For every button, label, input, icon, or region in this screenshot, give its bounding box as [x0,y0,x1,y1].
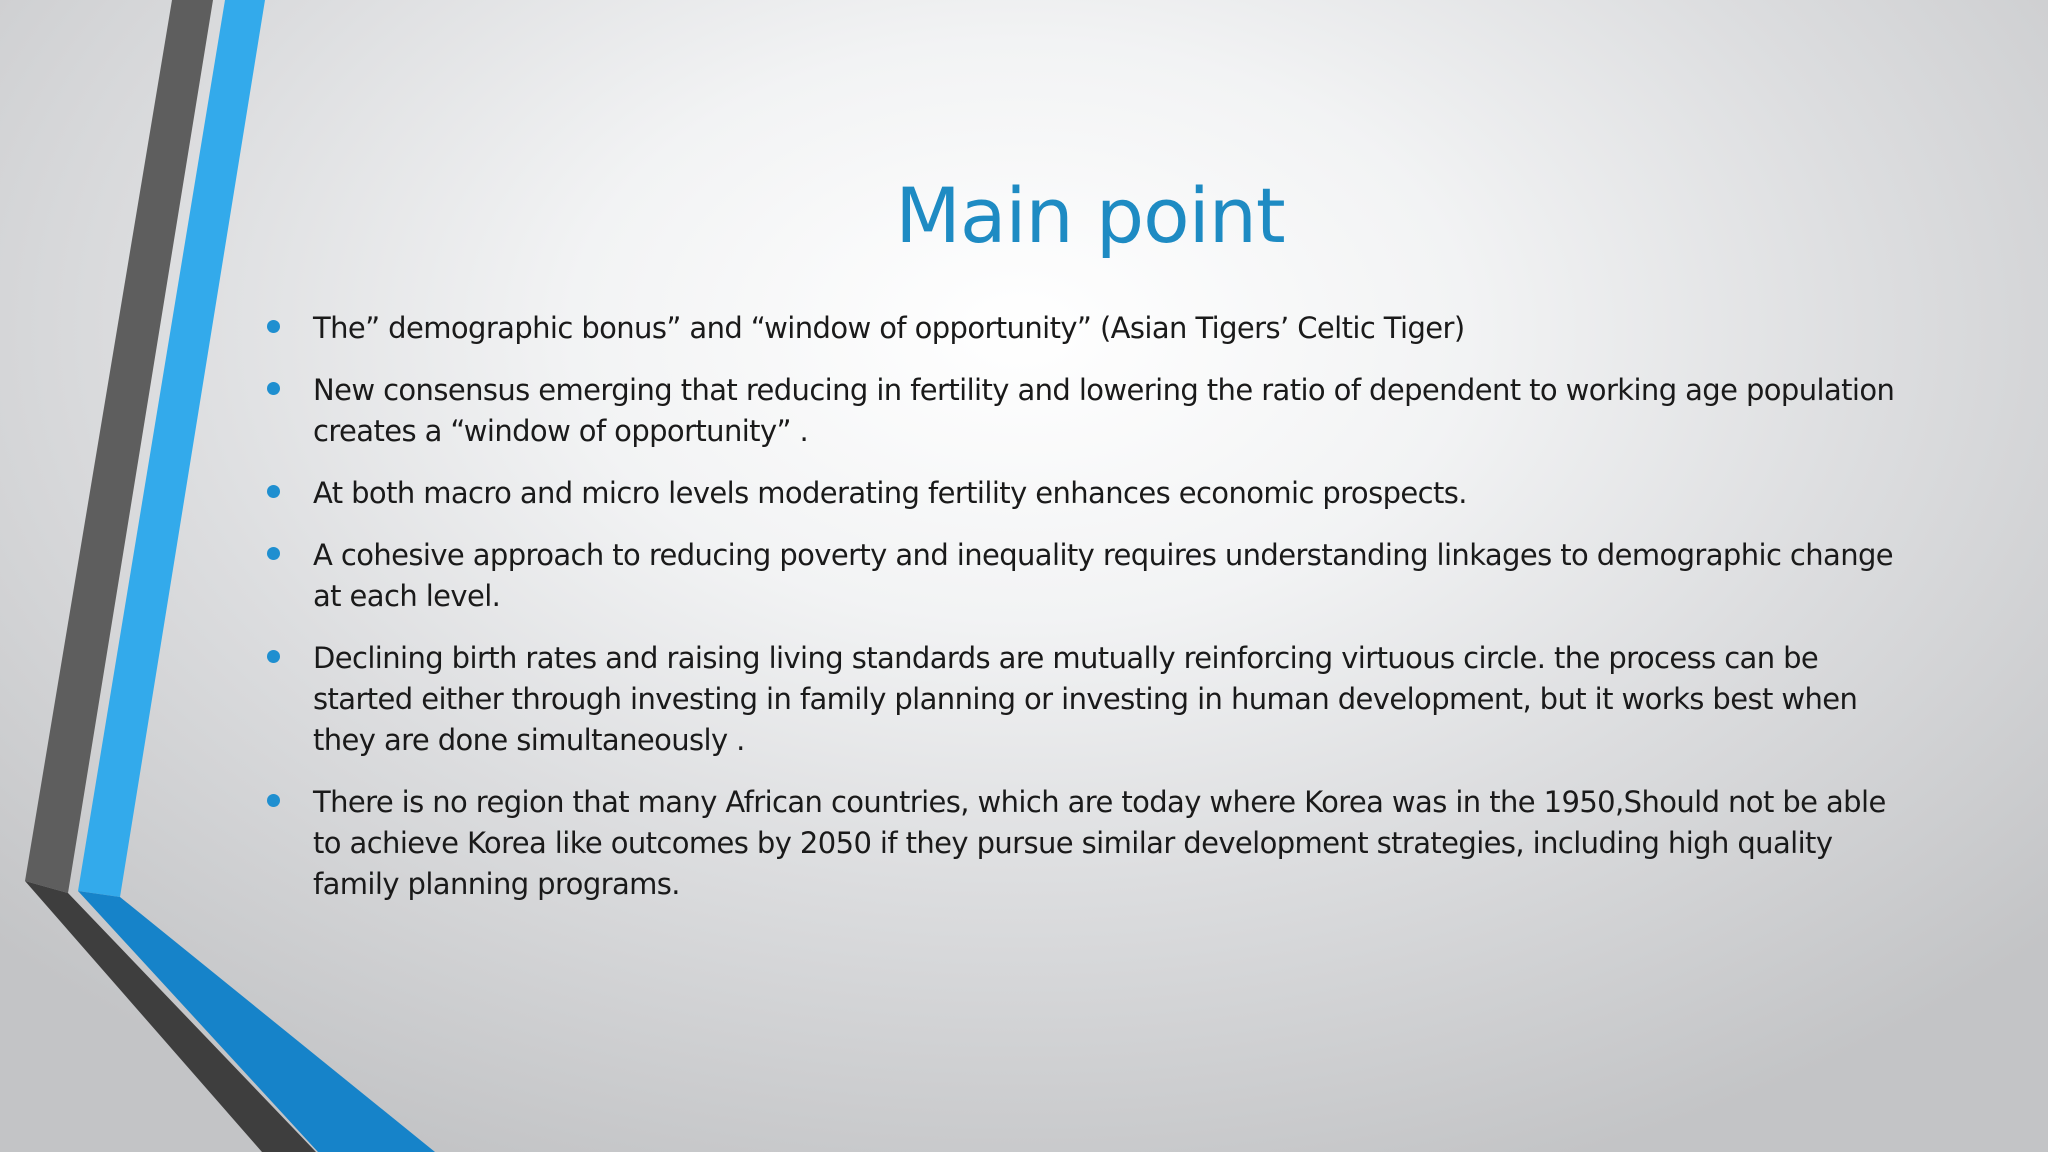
bullet-item [313,782,1913,905]
bullet-item [313,370,1913,452]
bullet-item [313,308,1913,349]
bullet-dot [267,382,280,395]
bullet-text: The” demographic bonus” and “window of opportunity” (Asian Tigers’ Celtic Tiger) [313,311,1465,345]
bullet-text: New consensus emerging that reducing in fertility and lowering the ratio of dependent to working age population creates a “window of opportunity” . [313,373,1895,448]
slide-title: Main point [895,171,1285,260]
bullet-dot [267,794,280,807]
bullet-list [313,308,1913,926]
bullet-item [313,535,1913,617]
bullet-dot [267,485,280,498]
bullet-text: Declining birth rates and raising living standards are mutually reinforcing virtuous circle. the process can be started either through investing in family planning or investing in human development, but it works best when they are done simultaneously . [313,641,1858,757]
bullet-item [313,473,1913,514]
bullet-text: At both macro and micro levels moderating fertility enhances economic prospects. [313,476,1467,510]
accent-stripe-dark [25,881,316,1152]
bullet-dot [267,320,280,333]
bullet-text: A cohesive approach to reducing poverty and inequality requires understanding linkages to demographic change at each level. [313,538,1894,613]
bullet-text: There is no region that many African countries, which are today where Korea was in the 1950,Should not be able to achieve Korea like outcomes by 2050 if they pursue similar development strategies, including high quality family planning programs. [313,785,1886,901]
bullet-dot [267,547,280,560]
bullet-item [313,638,1913,761]
bullet-dot [267,650,280,663]
